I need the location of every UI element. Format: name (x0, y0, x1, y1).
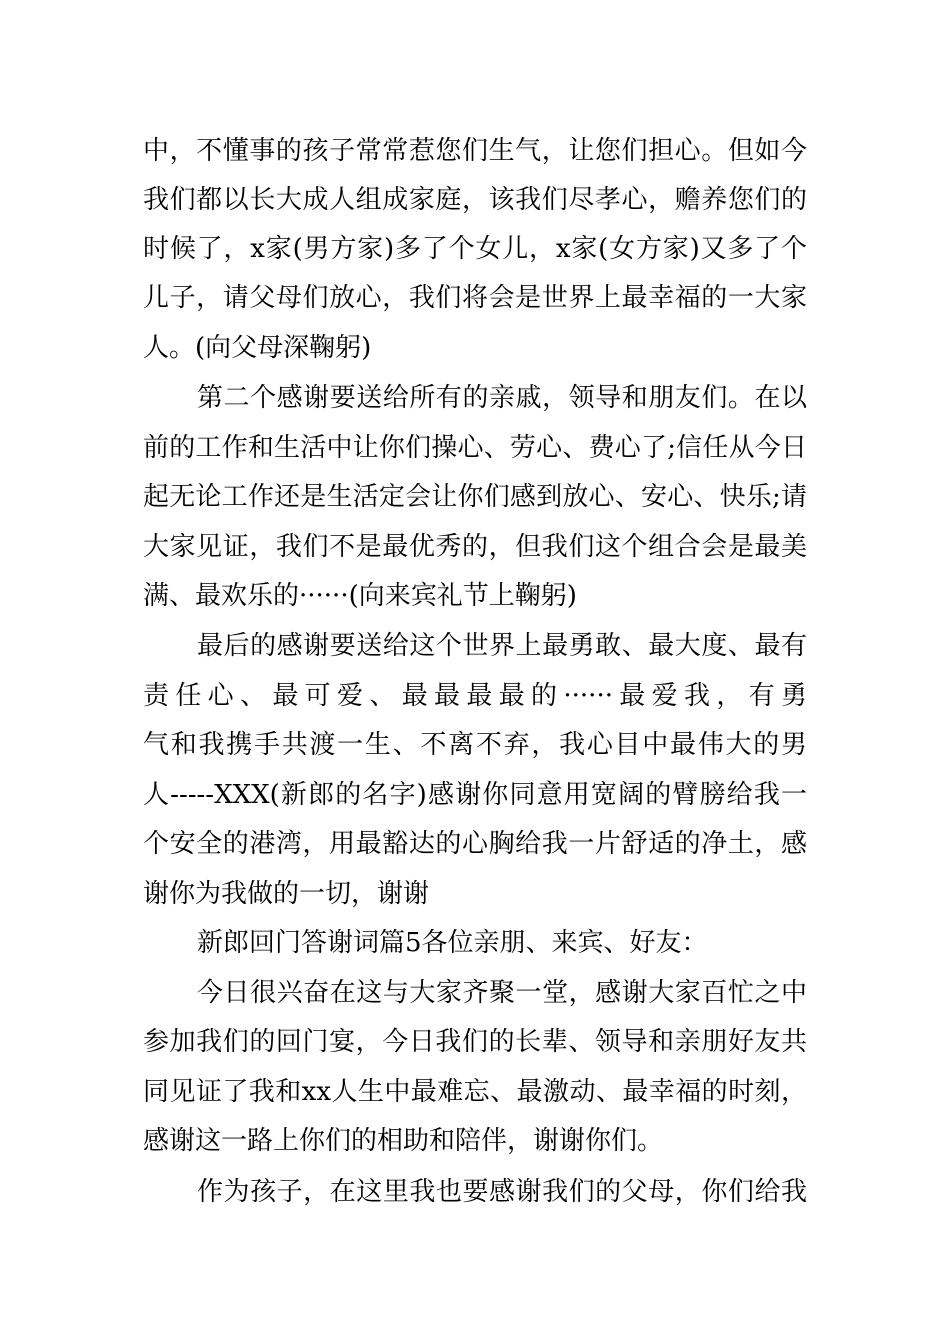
text-line: 前的工作和生活中让你们操心、劳心、费心了;信任从今日 (143, 433, 807, 463)
text-line: 人-----XXX(新郎的名字)感谢你同意用宽阔的臂膀给我一 (143, 780, 807, 810)
text-line: 儿子，请父母们放心，我们将会是世界上最幸福的一大家 (143, 283, 807, 313)
text-line: 中，不懂事的孩子常常惹您们生气，让您们担心。但如今 (143, 136, 807, 166)
text-line: 同见证了我和xx人生中最难忘、最激动、最幸福的时刻， (143, 1077, 807, 1107)
text-line: 满、最欢乐的······(向来宾礼节上鞠躬) (143, 581, 577, 611)
paragraph-first-line: 今日很兴奋在这与大家齐聚一堂，感谢大家百忙之中 (197, 978, 807, 1008)
text-line: 气和我携手共渡一生、不离不弃，我心目中最伟大的男 (143, 730, 807, 760)
text-line: 大家见证，我们不是最优秀的，但我们这个组合会是最美 (143, 532, 807, 562)
paragraph-first-line: 第二个感谢要送给所有的亲戚，领导和朋友们。在以 (197, 383, 807, 413)
paragraph-first-line: 最后的感谢要送给这个世界上最勇敢、最大度、最有 (197, 631, 807, 661)
text-line: 责任心、最可爱、最最最最的······最爱我，有勇 (143, 681, 807, 711)
text-line: 我们都以长大成人组成家庭，该我们尽孝心，赡养您们的 (143, 185, 807, 215)
text-line: 起无论工作还是生活定会让你们感到放心、安心、快乐;请 (143, 482, 807, 512)
text-line: 个安全的港湾，用最豁达的心胸给我一片舒适的净土，感 (143, 829, 807, 859)
text-line: 时候了，x家(男方家)多了个女儿，x家(女方家)又多了个 (143, 234, 807, 264)
section-heading-line: 新郎回门答谢词篇5各位亲朋、来宾、好友： (197, 928, 708, 958)
text-line: 感谢这一路上你们的相助和陪伴，谢谢你们。 (143, 1126, 664, 1156)
text-line: 人。(向父母深鞠躬) (143, 333, 372, 363)
text-line: 参加我们的回门宴，今日我们的长辈、领导和亲朋好友共 (143, 1027, 807, 1057)
text-line: 谢你为我做的一切，谢谢 (143, 879, 430, 909)
paragraph-first-line: 作为孩子，在这里我也要感谢我们的父母，你们给我 (197, 1177, 807, 1207)
